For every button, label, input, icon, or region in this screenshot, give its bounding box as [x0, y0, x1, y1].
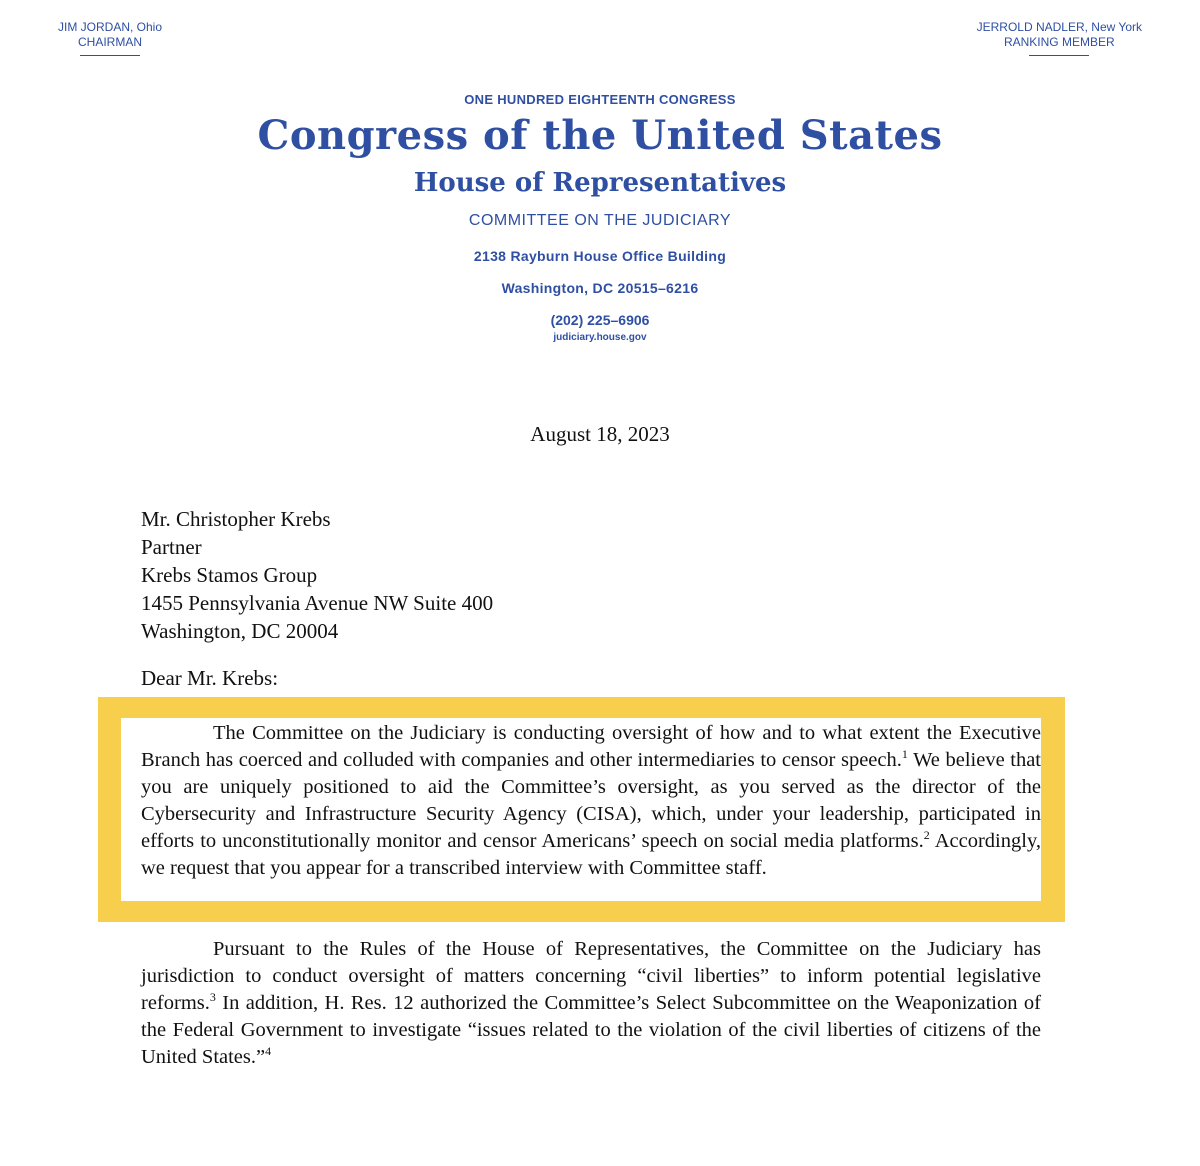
paragraph-1-text-c: Accordingly, we request that you appear for a transcribed interview with Committee staff.	[141, 830, 1041, 879]
letter-date: August 18, 2023	[530, 422, 670, 446]
chairman-title: CHAIRMAN	[78, 35, 143, 49]
chairman-name: JIM JORDAN, Ohio	[58, 20, 163, 34]
footnote-ref-3: 3	[209, 990, 216, 1005]
congress-title: Congress of the United States	[257, 112, 943, 159]
footnote-ref-4: 4	[265, 1044, 272, 1059]
footnote-ref-1: 1	[901, 747, 908, 762]
house-title: House of Representatives	[413, 168, 787, 198]
ranking-member-block	[977, 20, 1142, 56]
recipient-street: 1455 Pennsylvania Avenue NW Suite 400	[141, 591, 494, 615]
chairman-block	[58, 20, 162, 56]
committee-name: COMMITTEE ON THE JUDICIARY	[468, 212, 732, 229]
address-line-2: Washington, DC 20515–6216	[501, 280, 699, 296]
chairman-rule	[80, 55, 140, 56]
ranking-member-rule	[1029, 55, 1089, 56]
paragraph-1-text-a: The Committee on the Judiciary is conducting oversight of how and to what extent the Executive Branch has coerced and colluded with companies and other intermediaries to censor speech.	[141, 722, 1041, 771]
recipient-title: Partner	[141, 535, 202, 559]
footnote-ref-2: 2	[923, 828, 930, 843]
congress-number: ONE HUNDRED EIGHTEENTH CONGRESS	[464, 92, 736, 107]
recipient-city: Washington, DC 20004	[141, 619, 339, 643]
address-line-1: 2138 Rayburn House Office Building	[473, 248, 727, 264]
recipient-address	[141, 505, 493, 645]
website: judiciary.house.gov	[553, 332, 647, 343]
ranking-member-title: RANKING MEMBER	[1003, 35, 1115, 49]
phone-number: (202) 225–6906	[550, 312, 650, 328]
paragraph-2	[141, 936, 1041, 1071]
paragraph-1-text-b: We believe that you are uniquely positioned to aid the Committee’s oversight, as you served as the director of the Cybersecurity and Infrastructure Security Agency (CISA), which, under your leadership, participated in efforts to unconstitutionally monitor and censor Americans’ speech on social media platforms.	[141, 749, 1041, 852]
ranking-member-name: JERROLD NADLER, New York	[976, 20, 1142, 34]
salutation: Dear Mr. Krebs:	[141, 666, 279, 690]
paragraph-1	[141, 720, 1041, 902]
recipient-name: Mr. Christopher Krebs	[141, 507, 331, 531]
paragraph-2-text-b: In addition, H. Res. 12 authorized the Committee’s Select Subcommittee on the Weaponization of the Federal Government to investigate “issues related to the violation of the civil liberties of citizens of the United States.”	[141, 992, 1041, 1068]
recipient-organization: Krebs Stamos Group	[141, 563, 318, 587]
paragraph-2-text-a: Pursuant to the Rules of the House of Representatives, the Committee on the Judiciary has jurisdiction to conduct oversight of matters concerning “civil liberties” to inform potential legislative reforms.	[141, 938, 1041, 1014]
